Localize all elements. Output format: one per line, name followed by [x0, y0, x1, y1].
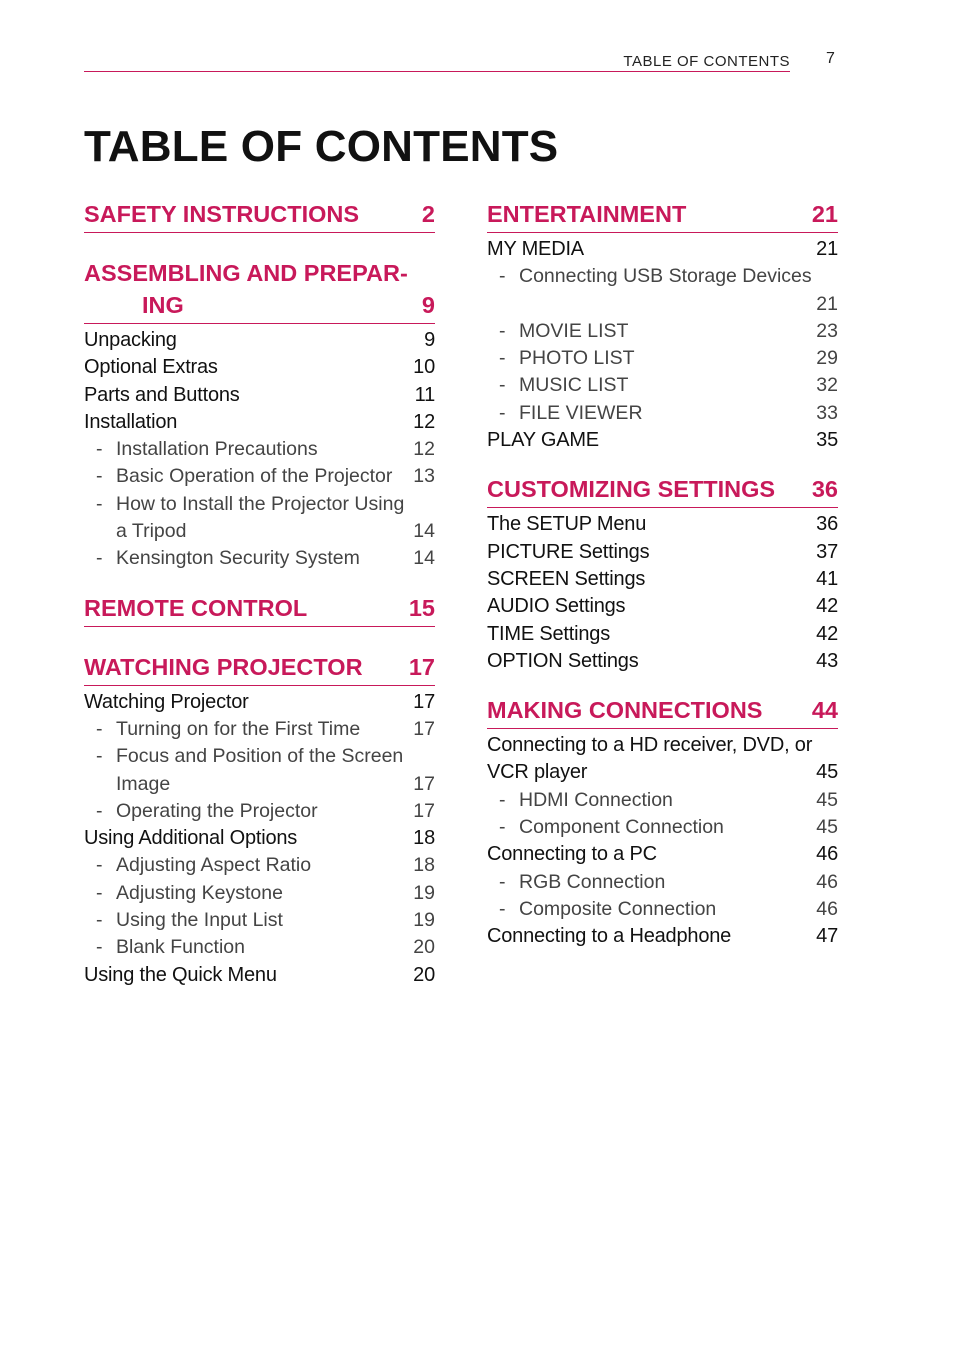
toc-entry[interactable]: Optional Extras 10 — [84, 356, 435, 379]
toc-entry[interactable]: SCREEN Settings 41 — [487, 567, 838, 590]
toc-entry[interactable]: Installation 12 — [84, 410, 435, 433]
toc-subentry[interactable]: - Blank Function 20 — [84, 934, 435, 961]
section-page: 44 — [811, 697, 838, 724]
section-body — [487, 729, 838, 950]
toc-entry[interactable]: The SETUP Menu 36 — [487, 513, 838, 536]
toc-subentry[interactable]: - PHOTO LIST 29 — [487, 345, 838, 372]
section-body — [487, 233, 838, 454]
section-title: ENTERTAINMENT — [487, 201, 687, 227]
toc-entry[interactable]: PICTURE Settings 37 — [487, 540, 838, 563]
section-safety-instructions[interactable] — [84, 198, 435, 233]
toc-right-column — [487, 198, 838, 951]
page-number: 7 — [826, 50, 835, 67]
section-body — [84, 686, 435, 989]
toc-subentry[interactable]: - Adjusting Keystone 19 — [84, 880, 435, 907]
section-title: WATCHING PROJECTOR — [84, 653, 363, 680]
section-body — [84, 324, 435, 573]
section-title: CUSTOMIZING SETTINGS — [487, 476, 776, 503]
toc-subentry[interactable]: - Kensington Security System 14 — [84, 545, 435, 572]
running-header-label: TABLE OF CONTENTS — [623, 53, 790, 70]
section-body — [487, 508, 838, 675]
section-page: 9 — [421, 292, 435, 318]
section-page: 36 — [811, 476, 838, 503]
toc-entry[interactable]: Connecting to a Headphone 47 — [487, 925, 838, 948]
toc-subentry-page: 21 — [816, 292, 838, 315]
toc-entry[interactable]: Parts and Buttons 11 — [84, 383, 435, 406]
section-title: MAKING CONNECTIONS — [487, 697, 763, 724]
section-assembling[interactable] — [84, 257, 435, 324]
toc-entry[interactable]: Connecting to a PC 46 — [487, 843, 838, 866]
toc-subentry[interactable]: - MOVIE LIST 23 — [487, 318, 838, 345]
toc-entry[interactable]: PLAY GAME 35 — [487, 429, 838, 452]
section-title-line1: ASSEMBLING AND PREPAR- — [84, 260, 408, 286]
toc-entry[interactable]: VCR player 45 — [487, 761, 838, 784]
toc-entry[interactable]: MY MEDIA 21 — [487, 238, 838, 260]
section-title — [84, 257, 408, 321]
section-page: 2 — [421, 201, 435, 227]
section-page: 17 — [408, 653, 435, 680]
section-title: SAFETY INSTRUCTIONS — [84, 201, 360, 227]
running-header — [84, 48, 790, 72]
section-page: 21 — [811, 201, 838, 227]
toc-subentry[interactable]: - Connecting USB Storage Devices — [487, 263, 838, 290]
toc-subentry[interactable]: - How to Install the Projector Using a Tripod 14 — [84, 491, 435, 546]
section-entertainment[interactable] — [487, 198, 838, 233]
section-title: REMOTE CONTROL — [84, 594, 308, 621]
toc-subentry[interactable]: - Operating the Projector 17 — [84, 798, 435, 825]
section-remote-control[interactable] — [84, 592, 435, 627]
page-title: TABLE OF CONTENTS — [84, 122, 559, 171]
toc-subentry[interactable]: - RGB Connection 46 — [487, 869, 838, 896]
toc-entry[interactable]: Using the Quick Menu 20 — [84, 963, 435, 986]
toc-left-column — [84, 198, 435, 989]
section-watching-projector[interactable] — [84, 651, 435, 686]
toc-entry[interactable]: Using Additional Options 18 — [84, 827, 435, 850]
toc-subentry[interactable]: - FILE VIEWER 33 — [487, 400, 838, 427]
section-title-line2: ING — [142, 292, 184, 318]
toc-entry[interactable]: TIME Settings 42 — [487, 622, 838, 645]
toc-subentry[interactable]: - Using the Input List 19 — [84, 907, 435, 934]
toc-entry[interactable]: AUDIO Settings 42 — [487, 595, 838, 618]
toc-subentry[interactable]: - Composite Connection 46 — [487, 896, 838, 923]
toc-subentry[interactable]: - HDMI Connection 45 — [487, 787, 838, 814]
toc-entry[interactable]: Unpacking 9 — [84, 329, 435, 351]
section-making-connections[interactable] — [487, 694, 838, 729]
toc-entry-line1[interactable]: Connecting to a HD receiver, DVD, or — [487, 734, 813, 757]
section-customizing-settings[interactable] — [487, 473, 838, 508]
toc-subentry[interactable]: - Adjusting Aspect Ratio 18 — [84, 852, 435, 879]
toc-subentry[interactable]: - Basic Operation of the Projector 13 — [84, 463, 435, 490]
toc-entry[interactable]: Watching Projector 17 — [84, 690, 435, 713]
toc-subentry[interactable]: - Component Connection 45 — [487, 814, 838, 841]
toc-subentry[interactable]: - Focus and Position of the Screen Image 17 — [84, 743, 435, 798]
toc-subentry[interactable]: - Turning on for the First Time 17 — [84, 716, 435, 743]
toc-subentry[interactable]: - Installation Precautions 12 — [84, 436, 435, 463]
section-page: 15 — [408, 594, 435, 621]
toc-subentry[interactable]: - MUSIC LIST 32 — [487, 372, 838, 399]
toc-entry[interactable]: OPTION Settings 43 — [487, 649, 838, 672]
